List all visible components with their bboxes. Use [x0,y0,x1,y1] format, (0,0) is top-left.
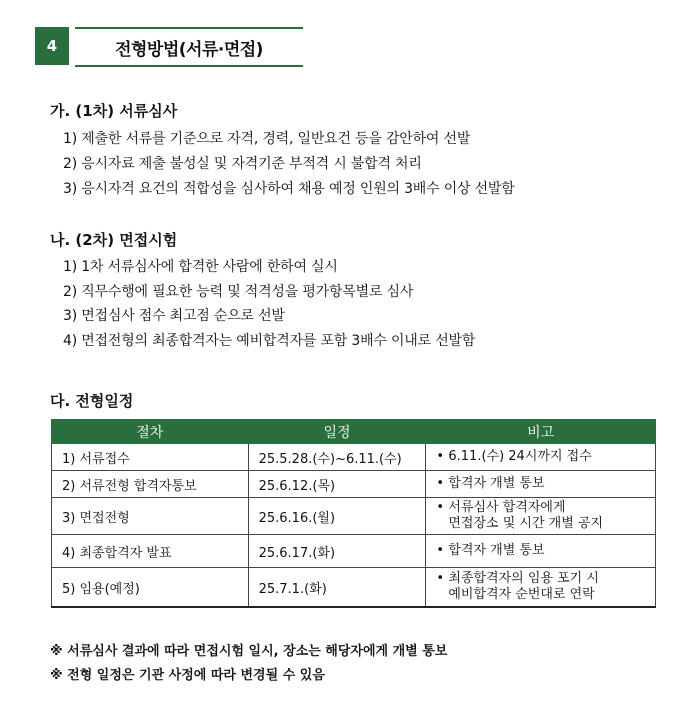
table-row [52,444,656,471]
note-cell [426,471,656,498]
note-line: 6.11.(수) 24시까지 접수 [448,449,592,464]
section-title-box [75,27,303,67]
table-row [52,471,656,498]
part-a-item: 3) 응시자격 요건의 적합성을 심사하여 채용 예정 인원의 3배수 이상 선발함 [63,181,515,197]
footnote: ※ 서류심사 결과에 따라 면접시험 일시, 장소는 해당자에게 개별 통보 [50,644,448,659]
table-row [52,535,656,568]
note-cell [426,535,656,568]
bullet-icon: • [436,543,445,558]
part-b-item: 2) 직무수행에 필요한 능력 및 적격성을 평가항목별로 심사 [63,284,414,300]
table-row [52,498,656,535]
table-header-row [52,420,656,444]
bullet-icon: • [436,449,445,464]
note-cell [426,498,656,535]
part-c-heading: 다. 전형일정 [50,392,134,410]
section-header [35,27,303,65]
section-number-badge: 4 [35,27,69,65]
table-row [52,568,656,608]
step-cell: 4) 최종합격자 발표 [52,535,249,568]
date-cell: 25.6.17.(화) [248,535,426,568]
note-cell [426,568,656,608]
bullet-icon: • [436,476,445,491]
column-header-note: 비고 [426,420,656,444]
column-header-step: 절차 [52,420,249,444]
step-cell: 3) 면접전형 [52,498,249,535]
step-cell: 1) 서류접수 [52,444,249,471]
note-line: 합격자 개별 통보 [448,476,545,491]
note-line: 서류심사 합격자에게 [448,500,566,515]
date-cell: 25.6.12.(목) [248,471,426,498]
part-b-item: 1) 1차 서류심사에 합격한 사람에 한하여 실시 [63,259,338,275]
note-line: 최종합격자의 임용 포기 시 [448,571,599,586]
step-cell: 2) 서류전형 합격자통보 [52,471,249,498]
date-cell: 25.6.16.(월) [248,498,426,535]
part-b-item: 3) 면접심사 점수 최고점 순으로 선발 [63,308,285,324]
step-cell: 5) 임용(예정) [52,568,249,608]
footnote: ※ 전형 일정은 기관 사정에 따라 변경될 수 있음 [50,668,325,683]
part-a-heading: 가. (1차) 서류심사 [50,102,178,120]
date-cell: 25.5.28.(수)~6.11.(수) [248,444,426,471]
part-b-item: 4) 면접전형의 최종합격자는 예비합격자를 포함 3배수 이내로 선발함 [63,333,476,349]
date-cell: 25.7.1.(화) [248,568,426,608]
schedule-table [51,419,656,608]
note-line: 합격자 개별 통보 [448,543,545,558]
section-title: 전형방법(서류·면접) [115,39,263,60]
part-a-item: 1) 제출한 서류를 기준으로 자격, 경력, 일반요건 등을 감안하여 선발 [63,131,471,147]
part-b-heading: 나. (2차) 면접시험 [50,231,178,249]
bullet-icon: • [436,571,445,586]
note-line: 예비합격자 순번대로 연락 [448,587,595,602]
column-header-date: 일정 [248,420,426,444]
part-a-item: 2) 응시자료 제출 불성실 및 자격기준 부적격 시 불합격 처리 [63,156,422,172]
note-cell [426,444,656,471]
note-line: 면접장소 및 시간 개별 공지 [448,516,604,531]
bullet-icon: • [436,500,445,515]
